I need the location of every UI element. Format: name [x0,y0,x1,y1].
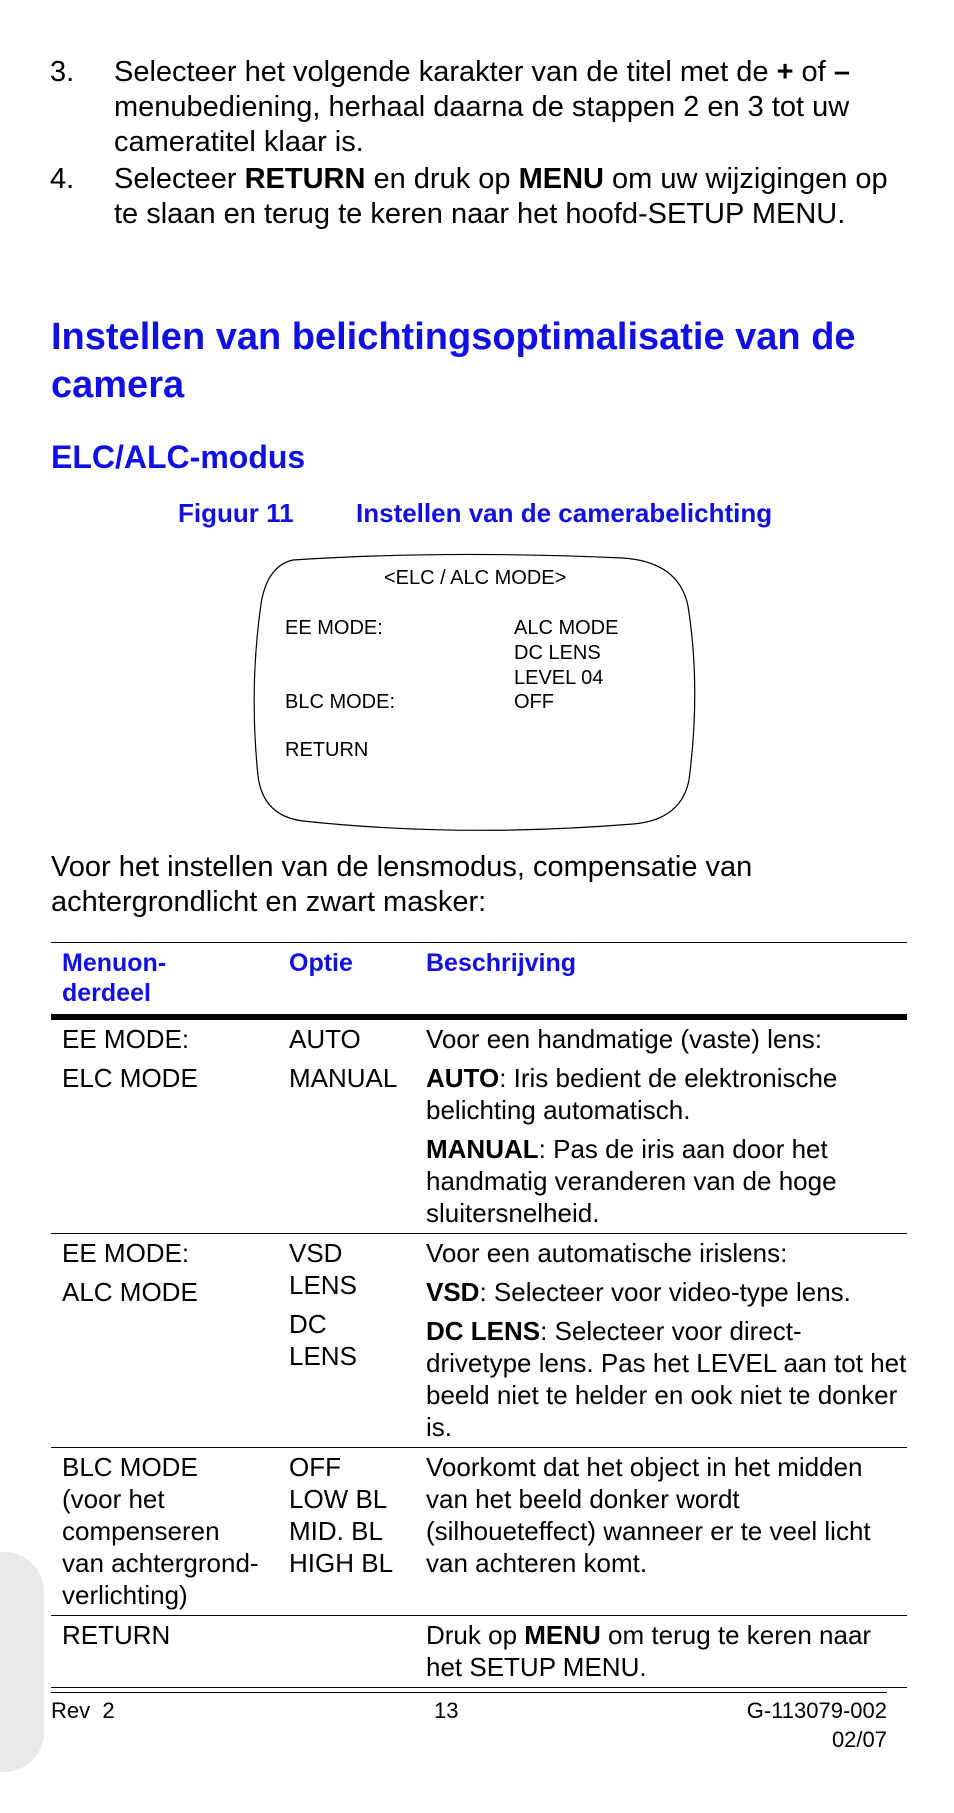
description-cell [426,1023,907,1229]
settings-table [51,942,907,1688]
option-value: OFF LOW BL MID. BL HIGH BL [289,1452,394,1578]
bold-text: + [776,56,794,88]
page-number: 13 [434,1698,459,1723]
text-run: Selecteer [114,163,245,195]
page-footer [51,1692,887,1752]
osd-return: RETURN [285,739,369,761]
option-value: MANUAL [289,1063,398,1093]
bold-text: VSD [426,1277,480,1307]
menu-item-label: ALC MODE [62,1277,198,1307]
header-option: Optie [289,949,353,977]
description-paragraph [426,1619,907,1683]
table-row [51,1234,907,1448]
menu-item-label: RETURN [62,1620,171,1650]
menu-item-label: EE MODE: [62,1238,190,1268]
figure-number: Figuur 11 [178,498,294,528]
table-header [51,942,907,1020]
menu-item-label: EE MODE: [62,1024,190,1054]
menu-item-cell [51,1237,289,1443]
description-paragraph [426,1133,907,1229]
menu-item-cell [51,1023,289,1229]
text-run: Selecteer het volgende karakter van de titel met de [114,56,777,88]
step-text [114,55,910,160]
table-row [51,1020,907,1234]
text-run: : Selecteer voor direct-drivetype lens. Pas het LEVEL aan tot het beeld niet te helder en ook niet te donker is. [426,1316,907,1442]
footer-doc-id: G-113079-002 02/07 [746,1698,887,1752]
menu-item-label: ELC MODE [62,1063,198,1093]
osd-ee-value-1: ALC MODE [514,617,619,639]
figure-caption [178,497,772,529]
text-run: Voorkomt dat het object in het midden van het beeld donker wordt (silhoueteffect) wanneer er te veel licht van achteren komt. [426,1452,871,1578]
osd-blc-value: OFF [514,691,554,713]
step-item [50,55,910,160]
bold-text: – [833,56,850,88]
intro-paragraph: Voor het instellen van de lensmodus, compensatie van achtergrondlicht en zwart masker: [51,851,753,918]
table-row [51,1616,907,1688]
description-paragraph [426,1237,907,1269]
bold-text: MENU [524,1620,601,1650]
text-run: Voor een automatische irislens: [426,1238,788,1268]
text-run: en druk op [365,163,519,195]
step-text [114,162,910,232]
text-run: om terug te keren naar het SETUP MENU. [426,1620,872,1682]
bold-text: MANUAL [426,1134,539,1164]
footer-revision: Rev 2 [51,1698,115,1723]
osd-blc-label: BLC MODE: [285,691,396,713]
figure-title: Instellen van de camerabelichting [356,498,773,528]
option-value: DC LENS [289,1309,357,1371]
bold-text: AUTO [426,1063,500,1093]
osd-ee-value-2: DC LENS [514,642,601,664]
text-run: Druk op [426,1620,525,1650]
text-run: menubediening, herhaal daarna de stappen 2 en 3 tot uw cameratitel klaar is. [114,91,850,158]
menu-item-cell [51,1451,289,1611]
option-cell [289,1451,426,1611]
subsection-heading: ELC/ALC-modus [51,439,306,475]
option-value: VSD LENS [289,1238,357,1300]
header-item: Menuon- derdeel [62,949,167,1007]
camera-osd-screen [251,548,700,834]
osd-ee-value-3: LEVEL 04 [514,667,604,689]
option-cell [289,1619,426,1683]
table-body [51,1020,907,1688]
option-cell [289,1237,426,1443]
bold-text: MENU [518,163,604,195]
text-run: om uw wijzigingen op te slaan en terug te keren naar het hoofd-SETUP MENU. [114,163,888,230]
osd-ee-label: EE MODE: [285,617,383,639]
description-paragraph [426,1062,907,1126]
option-cell [289,1023,426,1229]
step-number: 4. [50,163,75,195]
text-run: Voor een handmatige (vaste) lens: [426,1024,823,1054]
description-paragraph [426,1451,907,1579]
description-paragraph [426,1315,907,1443]
text-run: : Pas de iris aan door het handmatig veranderen van de hoge sluitersnelheid. [426,1134,837,1228]
text-run: of [793,56,834,88]
side-tab-strip [0,1552,44,1772]
description-paragraph [426,1276,907,1308]
description-cell [426,1451,907,1611]
bold-text: DC LENS [426,1316,541,1346]
section-heading: Instellen van belichtingsoptimalisatie van de camera [51,316,856,406]
step-number: 3. [50,56,75,88]
numbered-steps [50,55,910,234]
osd-title: <ELC / ALC MODE> [384,567,567,589]
bold-text: RETURN [244,163,366,195]
table-row [51,1448,907,1616]
description-cell [426,1237,907,1443]
text-run: : Iris bedient de elektronische belichting automatisch. [426,1063,838,1125]
text-run: : Selecteer voor video-type lens. [479,1277,851,1307]
option-value: AUTO [289,1024,361,1054]
menu-item-label: BLC MODE (voor het compenseren van achtergrond- verlichting) [62,1452,259,1610]
menu-item-cell [51,1619,289,1683]
step-item [50,162,910,232]
description-cell [426,1619,907,1683]
header-description: Beschrijving [426,949,577,977]
description-paragraph [426,1023,907,1055]
